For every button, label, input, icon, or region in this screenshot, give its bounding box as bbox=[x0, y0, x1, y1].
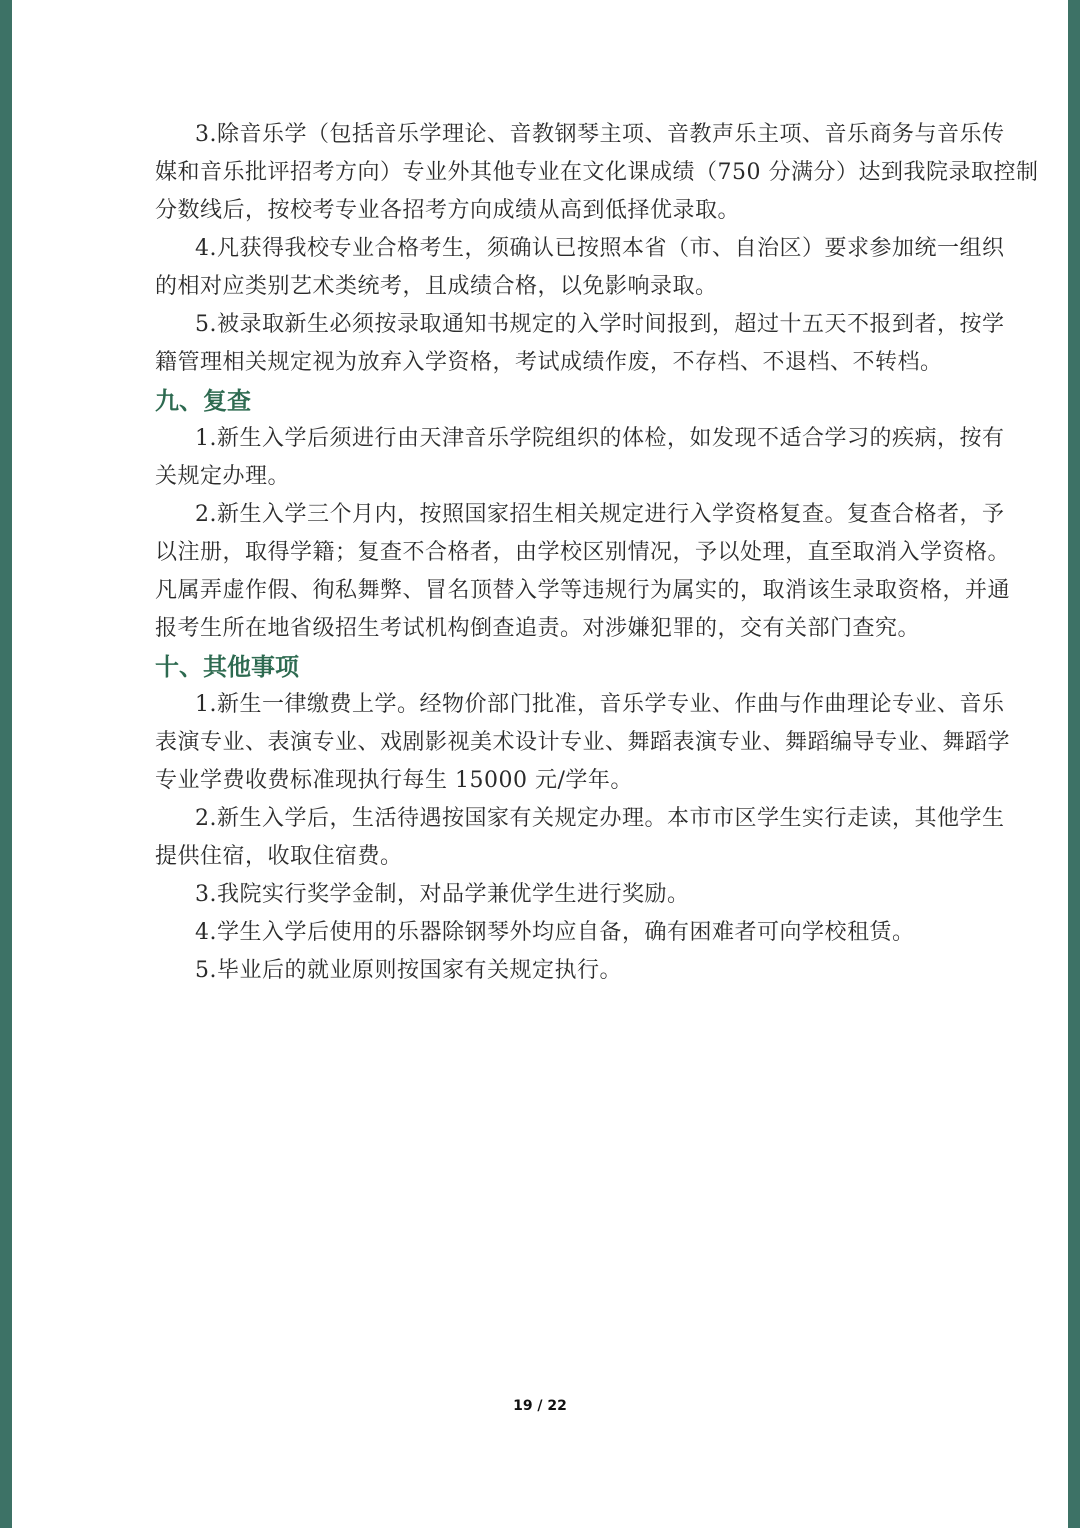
page-number: 19 / 22 bbox=[513, 1398, 567, 1414]
paragraph bbox=[155, 230, 1005, 306]
text-line: 2.新生入学三个月内，按照国家招生相关规定进行入学资格复查。复查合格者，予 bbox=[195, 502, 1005, 527]
text-line: 关规定办理。 bbox=[155, 464, 291, 489]
text-line: 3.我院实行奖学金制，对品学兼优学生进行奖励。 bbox=[195, 882, 690, 907]
paragraph bbox=[155, 116, 1039, 230]
text-line: 表演专业、表演专业、戏剧影视美术设计专业、舞蹈表演专业、舞蹈编导专业、舞蹈学 bbox=[155, 730, 1011, 755]
section-heading: 九、复查 bbox=[155, 387, 251, 415]
text-line: 以注册，取得学籍；复查不合格者，由学校区别情况，予以处理，直至取消入学资格。 bbox=[155, 540, 1011, 565]
paragraph bbox=[155, 800, 1005, 876]
text-line: 籍管理相关规定视为放弃入学资格，考试成绩作废，不存档、不退档、不转档。 bbox=[155, 350, 943, 375]
text-line: 报考生所在地省级招生考试机构倒查追责。对涉嫌犯罪的，交有关部门查究。 bbox=[155, 616, 921, 641]
paragraph bbox=[155, 496, 1011, 648]
text-line: 提供住宿，收取住宿费。 bbox=[155, 844, 403, 869]
paragraph bbox=[155, 876, 926, 914]
text-line: 4.学生入学后使用的乐器除钢琴外均应自备，确有困难者可向学校租赁。 bbox=[195, 920, 915, 945]
document-page bbox=[12, 0, 1068, 1528]
text-line: 专业学费收费标准现执行每生 15000 元/学年。 bbox=[155, 768, 633, 793]
text-line: 分数线后，按校考专业各招考方向成绩从高到低择优录取。 bbox=[155, 198, 741, 223]
text-line: 1.新生一律缴费上学。经物价部门批准，音乐学专业、作曲与作曲理论专业、音乐 bbox=[195, 692, 1005, 717]
paragraph bbox=[155, 686, 1011, 800]
text-line: 4.凡获得我校专业合格考生，须确认已按照本省（市、自治区）要求参加统一组织 bbox=[195, 236, 1005, 261]
paragraph bbox=[155, 306, 1005, 382]
paragraph bbox=[155, 914, 926, 952]
text-line: 1.新生入学后须进行由天津音乐学院组织的体检，如发现不适合学习的疾病，按有 bbox=[195, 426, 1005, 451]
paragraph bbox=[155, 420, 1005, 496]
text-line: 的相对应类别艺术类统考，且成绩合格，以免影响录取。 bbox=[155, 274, 718, 299]
section-heading: 十、其他事项 bbox=[155, 653, 299, 681]
text-line: 5.被录取新生必须按录取通知书规定的入学时间报到，超过十五天不报到者，按学 bbox=[195, 312, 1005, 337]
text-line: 2.新生入学后，生活待遇按国家有关规定办理。本市市区学生实行走读，其他学生 bbox=[195, 806, 1005, 831]
text-line: 凡属弄虚作假、徇私舞弊、冒名顶替入学等违规行为属实的，取消该生录取资格，并通 bbox=[155, 578, 1011, 603]
document-body bbox=[155, 116, 1039, 990]
paragraph bbox=[155, 952, 926, 990]
text-line: 3.除音乐学（包括音乐学理论、音教钢琴主项、音教声乐主项、音乐商务与音乐传 bbox=[195, 122, 1005, 147]
text-line: 媒和音乐批评招考方向）专业外其他专业在文化课成绩（750 分满分）达到我院录取控制 bbox=[155, 160, 1039, 185]
text-line: 5.毕业后的就业原则按国家有关规定执行。 bbox=[195, 958, 622, 983]
